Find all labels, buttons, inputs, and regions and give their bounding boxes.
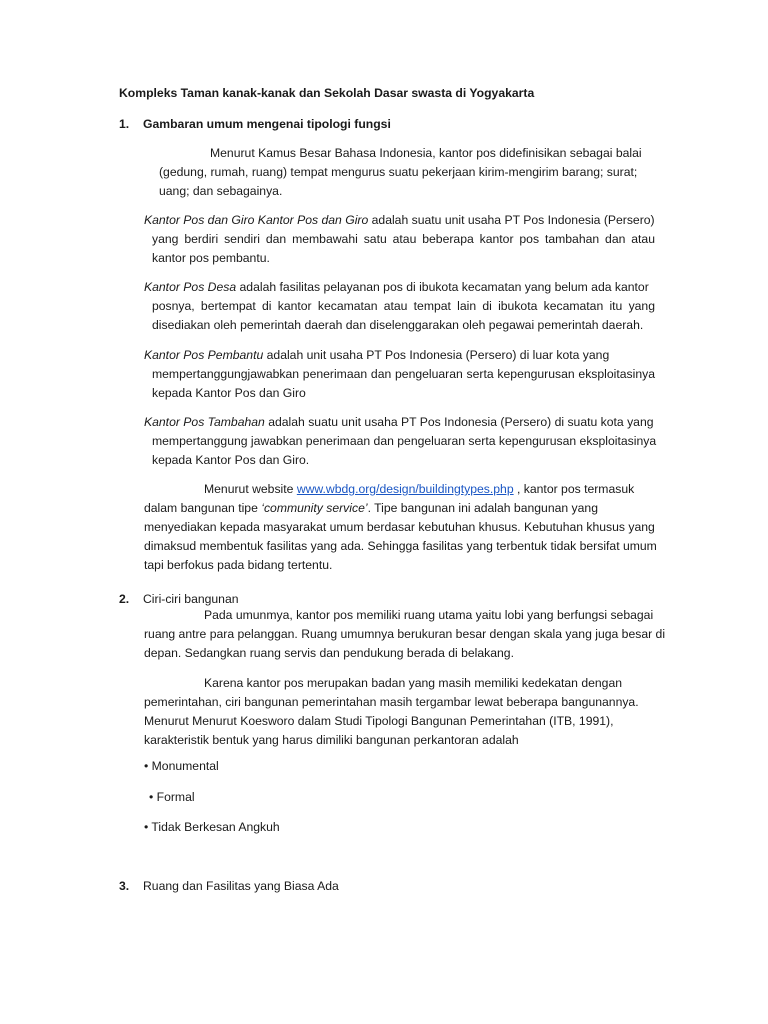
website-link[interactable]: www.wbdg.org/design/buildingtypes.php [296, 482, 514, 496]
definition-line: mempertanggung jawabkan penerimaan dan pengeluaran serta kepengurusan eksploitasinya [152, 434, 657, 448]
bullet-item: • Tidak Berkesan Angkuh [144, 820, 280, 834]
definition-term: Kantor Pos dan Giro Kantor Pos dan Giro [144, 213, 369, 227]
definition-kantor-pos-pembantu [144, 346, 609, 365]
bullet-item: • Monumental [144, 759, 219, 773]
definition-line: posnya, bertempat di kantor kecamatan atau tempat lain di ibukota kecamatan itu yang [152, 299, 655, 313]
website-line2-post: . Tipe bangunan ini adalah bangunan yang [367, 501, 598, 515]
section-2-title: Ciri-ciri bangunan [143, 592, 239, 606]
definition-kantor-pos-giro [144, 211, 655, 230]
definition-term: Kantor Pos Tambahan [144, 415, 265, 429]
definition-text: adalah fasilitas pelayanan pos di ibukota kecamatan yang belum ada kantor [236, 280, 649, 294]
kbbi-line-2: (gedung, rumah, ruang) tempat mengurus suatu pekerjaan kirim-mengirim barang; surat; [159, 165, 638, 179]
definition-line: kantor pos pembantu. [152, 251, 270, 265]
website-paragraph-line-4: dimaksud membentuk fasilitas yang ada. Sehingga fasilitas yang terbentuk tidak bersifat umum [144, 539, 657, 553]
ciri-paragraph-line-2: ruang antre para pelanggan. Ruang umumnya berukuran besar dengan skala yang juga besar di [144, 627, 666, 641]
website-paragraph-line-5: tapi berfokus pada bidang tertentu. [144, 558, 333, 572]
definition-line: mempertanggungjawabkan penerimaan dan pengeluaran serta kepengurusan eksploitasinya [152, 367, 655, 381]
ciri-paragraph-line-1: Pada umunmya, kantor pos memiliki ruang utama yaitu lobi yang berfungsi sebagai [204, 608, 654, 622]
kbbi-line-3: uang; dan sebagainya. [159, 184, 283, 198]
website-paragraph-line-1 [204, 480, 634, 499]
pemerintahan-paragraph-line-3: Menurut Menurut Koesworo dalam Studi Tipologi Bangunan Pemerintahan (ITB, 1991), [144, 714, 614, 728]
section-1-number: 1. [119, 117, 130, 131]
section-1-title: Gambaran umum mengenai tipologi fungsi [143, 117, 391, 131]
definition-text: adalah unit usaha PT Pos Indonesia (Persero) di luar kota yang [263, 348, 610, 362]
definition-term: Kantor Pos Desa [144, 280, 237, 294]
ciri-paragraph-line-3: depan. Sedangkan ruang servis dan pendukung berada di belakang. [144, 646, 514, 660]
pemerintahan-paragraph-line-2: pemerintahan, ciri bangunan pemerintahan masih tergambar lewat beberapa bangunannya. [144, 695, 639, 709]
section-2-number: 2. [119, 592, 130, 606]
definition-text: adalah suatu unit usaha PT Pos Indonesia (Persero) [368, 213, 655, 227]
definition-line: kepada Kantor Pos dan Giro [152, 386, 306, 400]
document-title: Kompleks Taman kanak-kanak dan Sekolah Dasar swasta di Yogyakarta [119, 86, 535, 100]
section-3-number: 3. [119, 879, 130, 893]
website-line2-pre: dalam bangunan tipe [144, 501, 262, 515]
pemerintahan-paragraph-line-4: karakteristik bentuk yang harus dimiliki bangunan perkantoran adalah [144, 733, 519, 747]
kbbi-line-1: Menurut Kamus Besar Bahasa Indonesia, kantor pos didefinisikan sebagai balai [210, 146, 642, 160]
website-suffix: , kantor pos termasuk [513, 482, 635, 496]
website-paragraph-line-3: menyediakan kepada masyarakat umum berdasar kebutuhan khusus. Kebutuhan khusus yang [144, 520, 655, 534]
website-prefix: Menurut website [204, 482, 297, 496]
bullet-item: • Formal [149, 790, 195, 804]
definition-kantor-pos-tambahan [144, 413, 654, 432]
definition-text: adalah suatu unit usaha PT Pos Indonesia (Persero) di suatu kota yang [264, 415, 654, 429]
pemerintahan-paragraph-line-1: Karena kantor pos merupakan badan yang masih memiliki kedekatan dengan [204, 676, 623, 690]
definition-kantor-pos-desa [144, 278, 649, 297]
section-3-title: Ruang dan Fasilitas yang Biasa Ada [143, 879, 339, 893]
definition-line: kepada Kantor Pos dan Giro. [152, 453, 310, 467]
community-service-term: ‘community service’ [261, 501, 368, 515]
definition-term: Kantor Pos Pembantu [144, 348, 264, 362]
definition-line: yang berdiri sendiri dan membawahi satu atau beberapa kantor pos tambahan dan atau [152, 232, 655, 246]
definition-line: disediakan oleh pemerintah daerah dan diselenggarakan oleh pegawai pemerintah daerah. [152, 318, 644, 332]
website-paragraph-line-2 [144, 499, 598, 518]
